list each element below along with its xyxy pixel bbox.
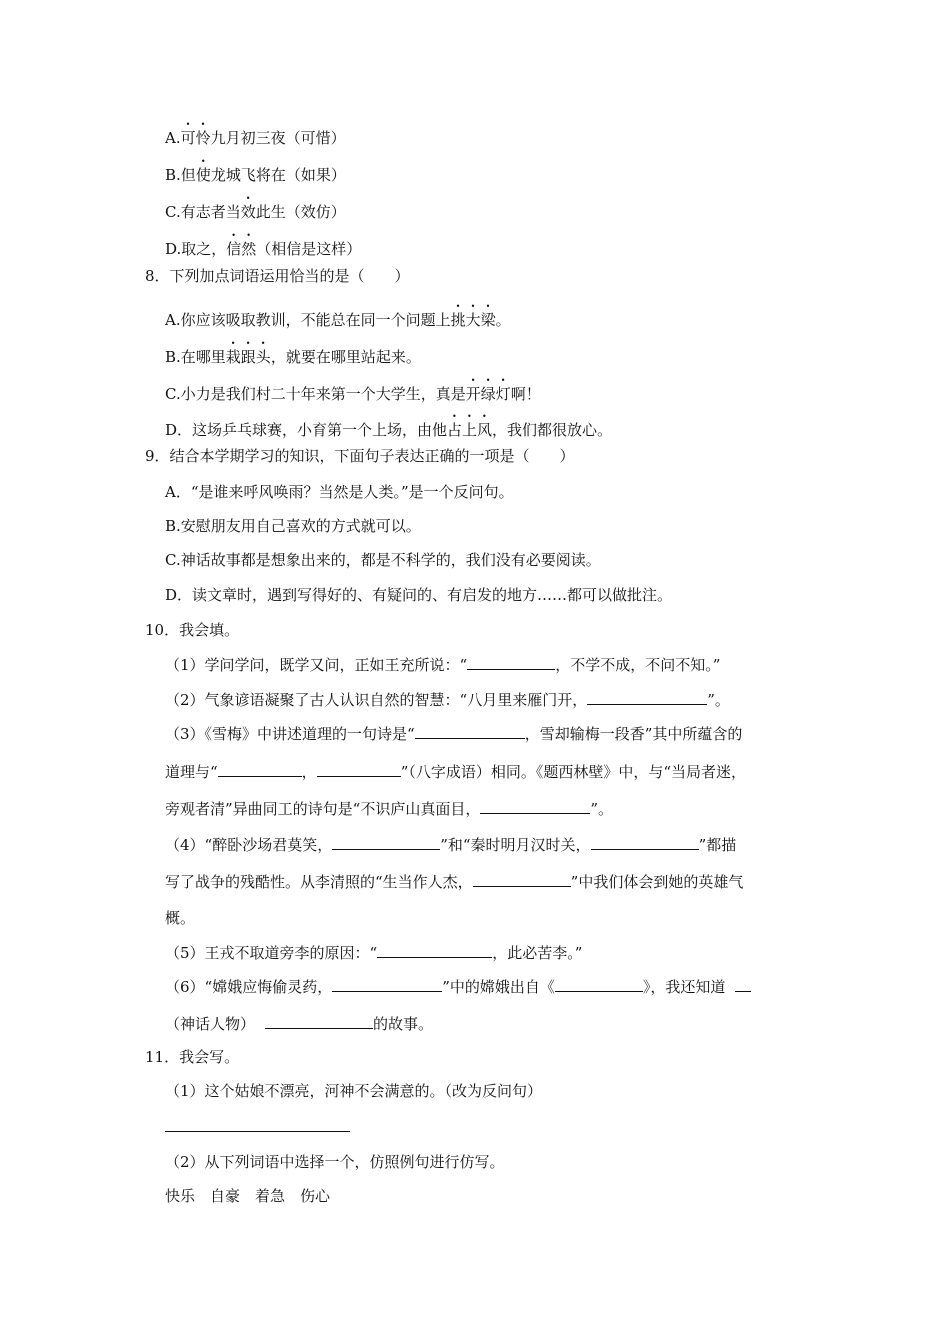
q7-option-c: C.有志者当效此生（效仿） [165,203,346,221]
q10-item-6-line2: （神话人物） 的故事。 [165,1015,434,1033]
q11-word-choices: 快乐 自豪 着急 伤心 [165,1187,331,1205]
q11-item-2: （2）从下列词语中选择一个，仿照例句进行仿写。 [165,1153,505,1171]
q10-item-3-line3: 旁观者清”异曲同工的诗句是“不识庐山真面目， ”。 [165,800,614,818]
dotted-word: 占上风 [447,421,493,439]
dotted-word: 可怜 [180,129,211,147]
q10-stem: 10．我会填。 [145,621,240,639]
q10-item-4-line1: （4）“醉卧沙场君莫笑， ”和“秦时明月汉时关， ”都描 [165,836,737,854]
answer-blank[interactable] [332,976,442,992]
q10-item-2: （2）气象谚语凝聚了古人认识自然的智慧：“八月里来雁门开， ”。 [165,691,730,709]
q10-item-1: （1）学问学问，既学又问，正如王充所说：“ ，不学不成，不问不知。” [165,656,721,674]
q9-option-b: B.安慰朋友用自己喜欢的方式就可以。 [165,517,421,535]
dotted-word: 使 [195,166,211,184]
answer-blank[interactable] [332,834,440,850]
q10-item-6-line1: （6）“嫦娥应悔偷灵药， ”中的嫦娥出自《 》，我还知道 [165,976,751,997]
dotted-word: 开绿灯 [465,385,511,403]
answer-blank[interactable] [587,689,707,705]
q7-option-b: B.但使龙城飞将在（如果） [165,166,346,184]
q8-stem: 8．下列加点词语运用恰当的是（ ） [145,267,410,285]
dotted-word: 栽跟头 [225,348,271,366]
q11-item-1: （1）这个姑娘不漂亮，河神不会满意的。（改为反问句） [165,1082,543,1100]
q10-item-3-line2: 道理与“ ， ”（八字成语）相同。《题西林壁》中，与“当局者迷， [165,763,747,781]
answer-blank[interactable] [473,871,571,887]
answer-blank[interactable] [480,798,590,814]
q7-option-d: D.取之，信然（相信是这样） [165,240,362,258]
dotted-word: 信然 [226,240,257,258]
q9-option-c: C.神话故事都是想象出来的，都是不科学的，我们没有必要阅读。 [165,551,601,569]
q8-option-c: C.小力是我们村二十年来第一个大学生，真是开绿灯啊！ [165,385,541,403]
answer-blank[interactable] [377,942,492,958]
answer-blank[interactable] [735,976,751,992]
dotted-word: 挑大梁 [450,311,496,329]
answer-blank[interactable] [591,834,699,850]
q9-stem: 9．结合本学期学习的知识，下面句子表达正确的一项是（ ） [145,447,575,465]
answer-blank[interactable] [317,761,401,777]
q8-option-a: A.你应该吸取教训，不能总在同一个问题上挑大梁。 [165,311,511,329]
q8-option-b: B.在哪里栽跟头，就要在哪里站起来。 [165,348,421,366]
answer-blank[interactable] [555,976,643,992]
q9-option-a: A．“是谁来呼风唤雨？当然是人类。”是一个反问句。 [165,483,514,501]
q11-stem: 11．我会写。 [145,1048,240,1066]
answer-blank[interactable] [467,654,555,670]
q9-option-d: D．读文章时，遇到写得好的、有疑问的、有启发的地方……都可以做批注。 [165,586,673,604]
answer-line[interactable] [165,1131,350,1132]
q8-option-d: D．这场乒乓球赛，小育第一个上场，由他占上风，我们都很放心。 [165,421,613,439]
q10-item-5: （5）王戎不取道旁李的原因：“ ，此必苦李。” [165,944,583,962]
answer-blank[interactable] [218,761,302,777]
answer-blank[interactable] [415,723,525,739]
dotted-word: 效 [240,203,256,221]
q10-item-4-line2: 写了战争的残酷性。从李清照的“生当作人杰， ”中我们体会到她的英雄气 [165,873,744,891]
q10-item-3-line1: （3）《雪梅》中讲述道理的一句诗是“ ，雪却输梅一段香”其中所蕴含的 [165,725,743,743]
answer-blank[interactable] [265,1013,373,1029]
q7-option-a: A.可怜九月初三夜（可惜） [165,129,346,147]
q10-item-4-line3: 概。 [165,909,196,927]
